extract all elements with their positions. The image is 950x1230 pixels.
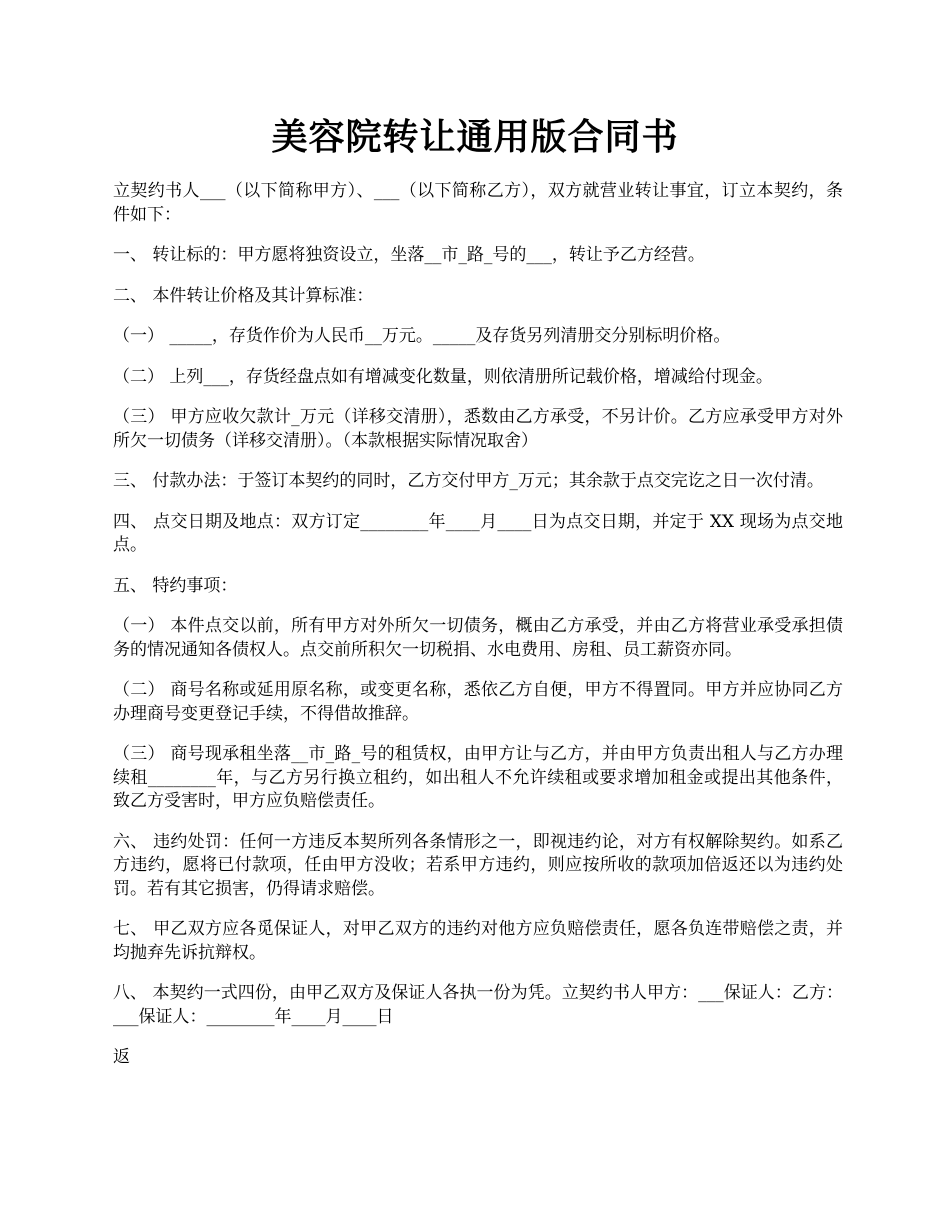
- clause-2-item-3: （三） 甲方应收欠款计_万元（详移交清册），悉数由乙方承受，不另计价。乙方应承受甲方对外所欠一切债务（详移交清册）。（本款根据实际情况取舍）: [113, 407, 843, 451]
- clause-5-item-3: （三） 商号现承租坐落__市_路_号的租赁权，由甲方让与乙方，并由甲方负责出租人与乙方办理续租________年，与乙方另行换立租约，如出租人不允许续租或要求增加租金或提出其他条件，致乙方受害时，甲方应负赔偿责任。: [113, 744, 843, 811]
- clause-2-price: 二、 本件转让价格及其计算标准：: [113, 285, 374, 306]
- document-title: 美容院转让通用版合同书: [271, 116, 679, 158]
- clause-7-guarantor: 七、 甲乙双方应各觅保证人，对甲乙双方的违约对他方应负赔偿责任，愿各负连带赔偿之责，并均抛弃先诉抗辩权。: [113, 919, 843, 963]
- clause-1-subject: 一、 转让标的：甲方愿将独资设立，坐落__市_路_号的___，转让予乙方经营。: [113, 245, 705, 265]
- clause-2-item-2: （二） 上列___，存货经盘点如有增减变化数量，则依清册所记载价格，增减给付现金。: [113, 366, 773, 387]
- document-body: [113, 180, 843, 1087]
- clause-5-item-2: （二） 商号名称或延用原名称，或变更名称，悉依乙方自便，甲方不得置同。甲方并应协同乙方办理商号变更登记手续，不得借故推辞。: [113, 680, 843, 724]
- clause-6-breach: 六、 违约处罚：任何一方违反本契所列各条情形之一，即视违约论，对方有权解除契约。如系乙方违约，愿将已付款项，任由甲方没收；若系甲方违约，则应按所收的款项加倍返还以为违约处罚。若有其它损害，仍得请求赔偿。: [113, 831, 843, 899]
- preamble-paragraph: 立契约书人___（以下简称甲方）、___（以下简称乙方），双方就营业转让事宜，订立本契约，条件如下：: [113, 181, 843, 225]
- clause-4-handover: 四、 点交日期及地点：双方订定________年____月____日为点交日期，并定于 XX 现场为点交地点。: [113, 511, 843, 555]
- clause-5-special-terms: 五、 特约事项：: [113, 575, 238, 596]
- clause-8-copies-signature: 八、 本契约一式四份，由甲乙双方及保证人各执一份为凭。立契约书人甲方：___保证人：乙方：___保证人：________年____月____日: [113, 983, 843, 1027]
- trailing-text: 返: [113, 1047, 130, 1067]
- clause-3-payment: 三、 付款办法：于签订本契约的同时，乙方交付甲方_万元；其余款于点交完讫之日一次付清。: [113, 471, 824, 491]
- clause-2-item-1: （一） _____，存货作价为人民币__万元。_____及存货另列清册交分别标明价格。: [113, 326, 731, 346]
- clause-5-item-1: （一） 本件点交以前，所有甲方对外所欠一切债务，概由乙方承受，并由乙方将营业承受承担债务的情况通知各债权人。点交前所积欠一切税捐、水电费用、房租、员工薪资亦同。: [113, 616, 843, 660]
